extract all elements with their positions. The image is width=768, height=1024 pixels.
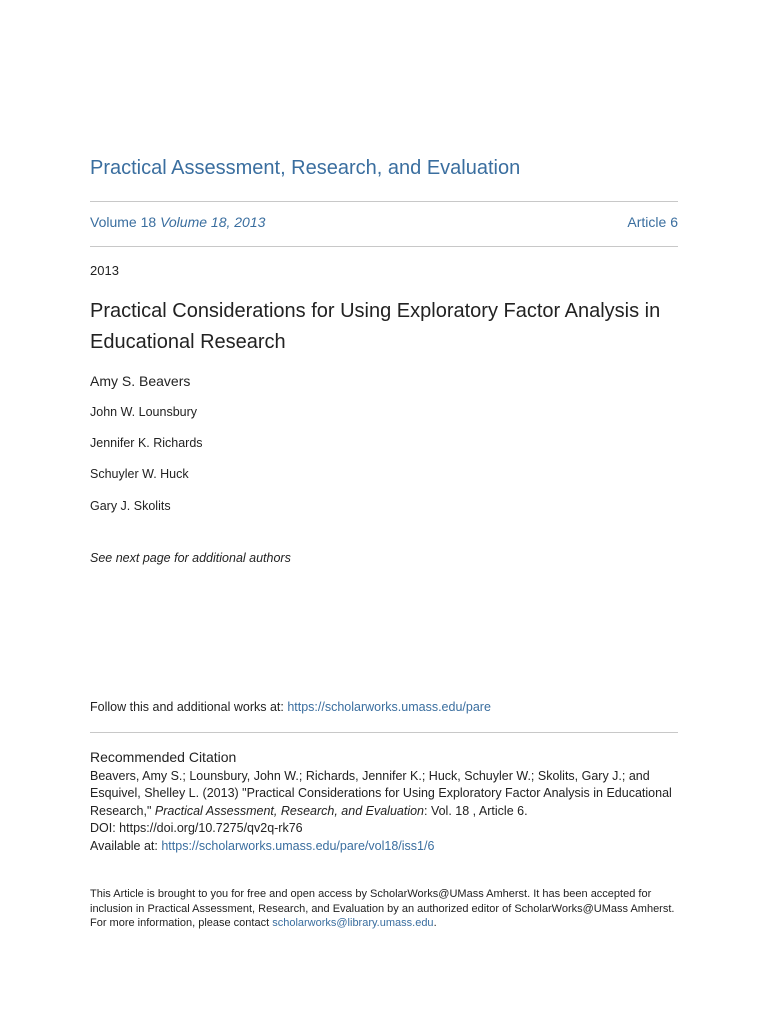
citation-text: Beavers, Amy S.; Lounsbury, John W.; Richards, Jennifer K.; Huck, Schuyler W.; Skolits, Gary J.; and Esquivel, Shelley L. (2013) "Practical Considerations for Using Exploratory Factor Analysis in Educational Research," xyxy=(90,769,672,818)
article-title: Practical Considerations for Using Exploratory Factor Analysis in Educational Research xyxy=(90,300,661,353)
follow-url-link[interactable]: https://scholarworks.umass.edu/pare xyxy=(287,700,491,714)
author-5: Gary J. Skolits xyxy=(90,499,171,513)
volume-info xyxy=(90,214,265,230)
available-url-link[interactable]: https://scholarworks.umass.edu/pare/vol18/iss1/6 xyxy=(161,838,435,853)
access-note-text: This Article is brought to you for free and open access by ScholarWorks@UMass Amherst. It has been accepted for inclusion in Practical Assessment, Research, and Evaluation by an authorized editor of ScholarWorks@UMass Amherst. For more information, please contact xyxy=(90,888,675,930)
follow-line xyxy=(90,700,491,714)
recommended-citation-heading: Recommended Citation xyxy=(90,749,237,765)
citation-doi: DOI: https://doi.org/10.7275/qv2q-rk76 xyxy=(90,821,303,836)
volume-link[interactable]: Volume 18 xyxy=(90,214,157,230)
publication-year: 2013 xyxy=(90,263,119,278)
author-3: Jennifer K. Richards xyxy=(90,436,203,450)
available-label: Available at: xyxy=(90,838,162,853)
citation-journal: Practical Assessment, Research, and Evaluation xyxy=(154,803,425,818)
access-note xyxy=(90,887,680,931)
author-2: John W. Lounsbury xyxy=(90,405,198,419)
divider-top xyxy=(90,201,678,202)
contact-email-link[interactable]: scholarworks@library.umass.edu xyxy=(272,917,434,930)
journal-title-link[interactable]: Practical Assessment, Research, and Evaluation xyxy=(90,157,521,179)
citation-block xyxy=(90,768,680,855)
follow-label: Follow this and additional works at: xyxy=(90,700,288,714)
citation-volume: : Vol. 18 , Article 6. xyxy=(424,803,528,818)
author-4: Schuyler W. Huck xyxy=(90,467,189,481)
access-note-end: . xyxy=(433,917,437,930)
first-author: Amy S. Beavers xyxy=(90,373,191,389)
issue-link[interactable]: Volume 18, 2013 xyxy=(160,214,266,230)
divider-middle xyxy=(90,246,678,247)
volume-row xyxy=(90,214,678,230)
article-number-link[interactable]: Article 6 xyxy=(627,214,678,230)
divider-bottom xyxy=(90,732,678,733)
additional-authors-note: See next page for additional authors xyxy=(90,551,291,565)
